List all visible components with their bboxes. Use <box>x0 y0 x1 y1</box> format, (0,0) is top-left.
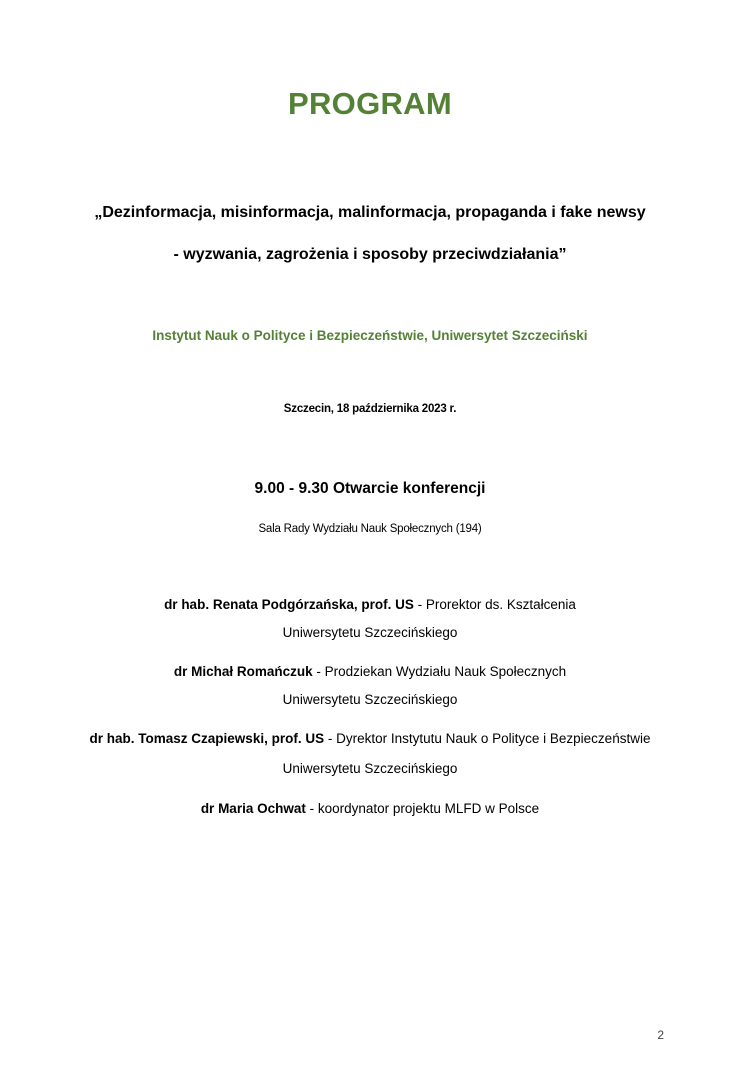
conference-title-line-1: „Dezinformacja, misinformacja, malinformacja, propaganda i fake newsy <box>94 204 646 221</box>
institute-name: Instytut Nauk o Polityce i Bezpieczeństwie, Uniwersytet Szczeciński <box>152 328 588 343</box>
event-date: Szczecin, 18 października 2023 r. <box>283 403 457 415</box>
page-number: 2 <box>657 1028 664 1042</box>
session-room: Sala Rady Wydziału Nauk Społecznych (194) <box>258 523 482 535</box>
speaker-name: dr hab. Renata Podgórzańska, prof. US <box>164 597 414 612</box>
speaker-affiliation: Uniwersytetu Szczecińskiego <box>282 625 458 640</box>
speaker-name: dr Maria Ochwat <box>200 801 306 816</box>
speaker-name: dr hab. Tomasz Czapiewski, prof. US <box>89 731 325 746</box>
speaker-line <box>20 731 720 746</box>
conference-title-line-2: - wyzwania, zagrożenia i sposoby przeciwdziałania” <box>173 246 567 263</box>
speaker-affiliation: Uniwersytetu Szczecińskiego <box>282 761 458 776</box>
speaker-name: dr Michał Romańczuk <box>173 664 313 679</box>
speaker-line <box>40 597 700 612</box>
session-heading: 9.00 - 9.30 Otwarcie konferencji <box>254 480 486 497</box>
speaker-line <box>40 801 700 816</box>
speaker-line <box>40 664 700 679</box>
page-title: PROGRAM <box>288 86 452 121</box>
speaker-role: - Prorektor ds. Kształcenia <box>413 597 576 612</box>
speaker-role: - Prodziekan Wydziału Nauk Społecznych <box>312 664 567 679</box>
speaker-affiliation: Uniwersytetu Szczecińskiego <box>282 692 458 707</box>
speaker-role: - koordynator projektu MLFD w Polsce <box>305 801 540 816</box>
speaker-role: - Dyrektor Instytutu Nauk o Polityce i Bezpieczeństwie <box>324 731 651 746</box>
